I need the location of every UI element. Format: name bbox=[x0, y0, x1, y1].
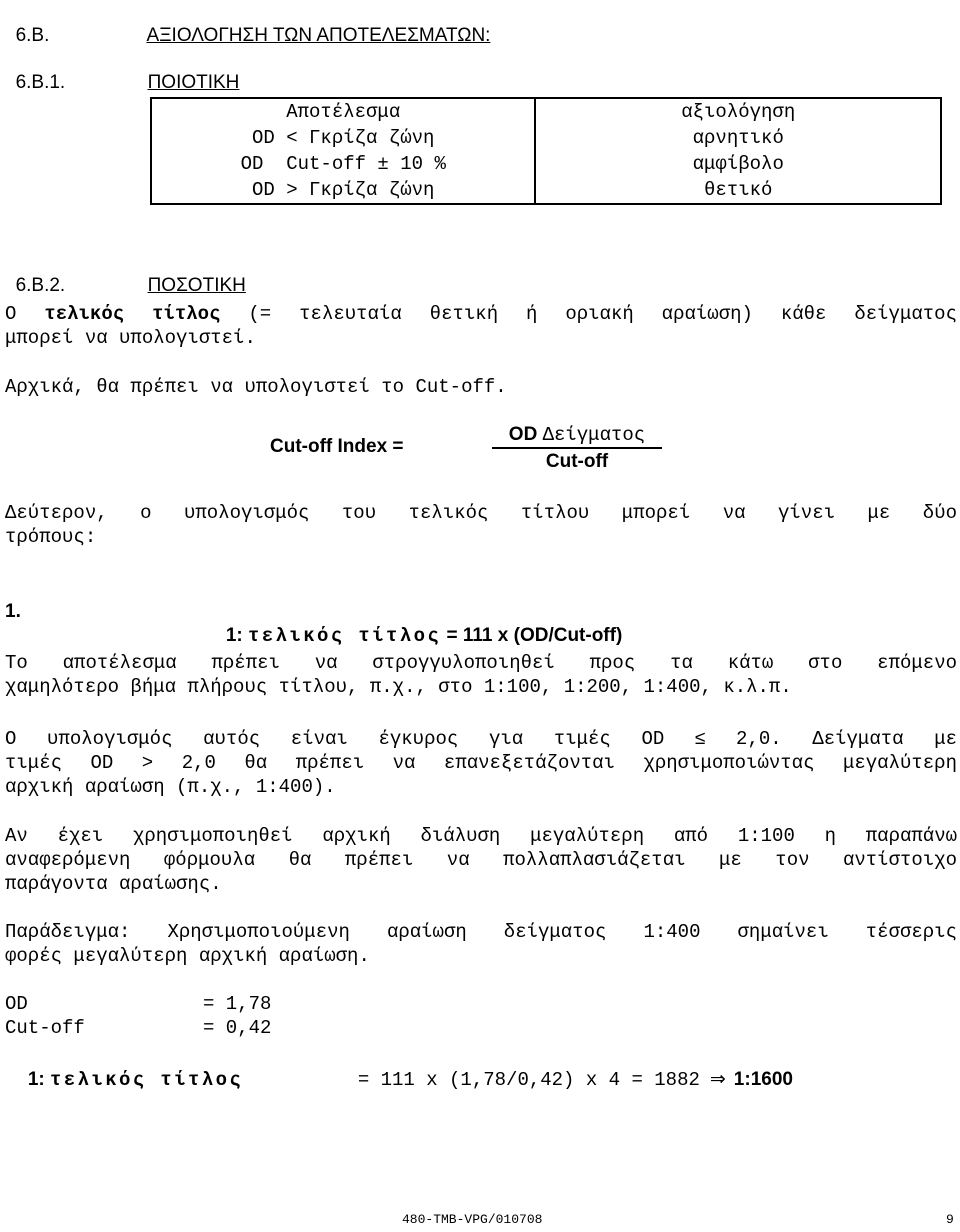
qualitative-evaluation-table bbox=[150, 97, 942, 205]
example-od-label: OD bbox=[5, 993, 28, 1015]
section-6b1-heading bbox=[5, 47, 65, 95]
implies-arrow-icon: ⇒ bbox=[709, 1069, 726, 1090]
section-6b2-title: ΠΟΣΟΤΙΚΗ bbox=[147, 275, 246, 296]
paragraph-example-line2: φορές μεγαλύτερη αρχική αραίωση. bbox=[5, 945, 370, 967]
paragraph-dilution-line1: Αν έχει χρησιμοποιηθεί αρχική διάλυση μεγαλύτερη από 1:100 η παραπάνω bbox=[5, 825, 957, 847]
section-6b2-title-wrap bbox=[137, 250, 246, 298]
paragraph-rounding-line1: Το αποτέλεσμα πρέπει να στρογγυλοποιηθεί προς τα κάτω στο επόμενο bbox=[5, 652, 957, 674]
section-6b-heading bbox=[5, 0, 49, 48]
example-cutoff-label: Cut-off bbox=[5, 1017, 85, 1039]
p1-bold-term: τελικός τίτλος bbox=[44, 303, 221, 325]
fraction-denominator: Cut-off bbox=[545, 451, 609, 472]
numerator-od: OD bbox=[508, 424, 543, 445]
evaluation-negative: αρνητικό bbox=[692, 127, 784, 149]
paragraph-second-methods-line2: τρόπους: bbox=[5, 526, 97, 548]
method-1-equation: = 111 x (OD/Cut-off) bbox=[441, 625, 623, 646]
paragraph-second-methods-line1: Δεύτερον, ο υπολογισμός του τελικός τίτλου μπορεί να γίνει με δύο bbox=[5, 502, 957, 524]
fraction-numerator bbox=[492, 423, 662, 449]
evaluation-equivocal: αμφίβολο bbox=[692, 153, 784, 175]
less-equal-symbol: ≤ bbox=[694, 728, 706, 749]
result-equivocal-condition: OD Cut-off ± 10 % bbox=[240, 153, 446, 175]
section-6b-number: 6.B. bbox=[15, 25, 50, 46]
validity-pre: Ο υπολογισμός αυτός είναι έγκυρος για τιμές OD bbox=[5, 728, 695, 750]
paragraph-final-titre-intro bbox=[5, 302, 957, 326]
cutoff-index-label: Cut-off Index = bbox=[270, 436, 404, 457]
example-title-prefix: 1: bbox=[27, 1069, 50, 1090]
section-6b-title-wrap bbox=[137, 0, 490, 48]
evaluation-positive: θετικό bbox=[704, 179, 773, 201]
p1-pre: Ο bbox=[5, 303, 45, 325]
paragraph-rounding-line2: χαμηλότερο βήμα πλήρους τίτλου, π.χ., στο 1:100, 1:200, 1:400, κ.λ.π. bbox=[5, 676, 792, 698]
example-calculation bbox=[335, 1044, 793, 1092]
paragraph-dilution-line2: αναφερόμενη φόρμουλα θα πρέπει να πολλαπλασιάζεται με τον αντίστοιχο bbox=[5, 849, 957, 871]
evaluation-header: αξιολόγηση bbox=[681, 101, 796, 123]
method-1-formula bbox=[203, 600, 622, 648]
evaluation-column bbox=[535, 98, 941, 204]
section-6b-title: ΑΞΙΟΛΟΓΗΣΗ ΤΩΝ ΑΠΟΤΕΛΕΣΜΑΤΩΝ: bbox=[146, 25, 491, 46]
section-6b1-title-wrap bbox=[137, 47, 239, 95]
example-final-titre-label bbox=[5, 1044, 243, 1092]
result-positive-condition: OD > Γκρίζα ζώνη bbox=[252, 179, 435, 201]
paragraph-final-titre-line2: μπορεί να υπολογιστεί. bbox=[5, 327, 256, 349]
example-title-greek: τελικός τίτλος bbox=[50, 1069, 244, 1091]
numerator-sample: Δείγματος bbox=[542, 424, 646, 446]
section-6b2-number: 6.B.2. bbox=[15, 275, 66, 296]
method-1-number: 1. bbox=[5, 601, 21, 622]
table-row bbox=[151, 98, 941, 204]
paragraph-validity-line1 bbox=[5, 727, 957, 751]
result-header: Αποτέλεσμα bbox=[286, 101, 401, 123]
paragraph-validity-line3: αρχική αραίωση (π.χ., 1:400). bbox=[5, 776, 336, 798]
method-1-prefix: 1: bbox=[225, 625, 248, 646]
paragraph-validity-line2: τιμές OD > 2,0 θα πρέπει να επανεξετάζονται χρησιμοποιώντας μεγαλύτερη bbox=[5, 752, 957, 774]
example-calc: = 111 x (1,78/0,42) x 4 = 1882 bbox=[357, 1069, 700, 1091]
example-od-value: = 1,78 bbox=[203, 993, 272, 1015]
footer-document-code: 480-TMB-VPG/010708 bbox=[402, 1212, 543, 1227]
example-cutoff-value: = 0,42 bbox=[203, 1017, 272, 1039]
section-6b1-number: 6.B.1. bbox=[15, 72, 66, 93]
section-6b2-heading bbox=[5, 250, 65, 298]
paragraph-example-line1: Παράδειγμα: Χρησιμοποιούμενη αραίωση δείγματος 1:400 σημαίνει τέσσερις bbox=[5, 921, 957, 943]
footer-page-number: 9 bbox=[946, 1212, 954, 1227]
p1-post: (= τελευταία θετική ή οριακή αραίωση) κάθε δείγματος bbox=[220, 303, 957, 325]
example-result: 1:1600 bbox=[733, 1069, 793, 1090]
section-6b1-title: ΠΟΙΟΤΙΚΗ bbox=[147, 72, 240, 93]
paragraph-cutoff-first: Αρχικά, θα πρέπει να υπολογιστεί το Cut-off. bbox=[5, 376, 507, 398]
result-negative-condition: OD < Γκρίζα ζώνη bbox=[252, 127, 435, 149]
result-column bbox=[151, 98, 535, 204]
paragraph-dilution-line3: παράγοντα αραίωσης. bbox=[5, 873, 222, 895]
validity-post: 2,0. Δείγματα με bbox=[705, 728, 957, 750]
method-1-final-titre: τελικός τίτλος bbox=[248, 625, 442, 647]
cutoff-index-fraction bbox=[492, 423, 662, 475]
